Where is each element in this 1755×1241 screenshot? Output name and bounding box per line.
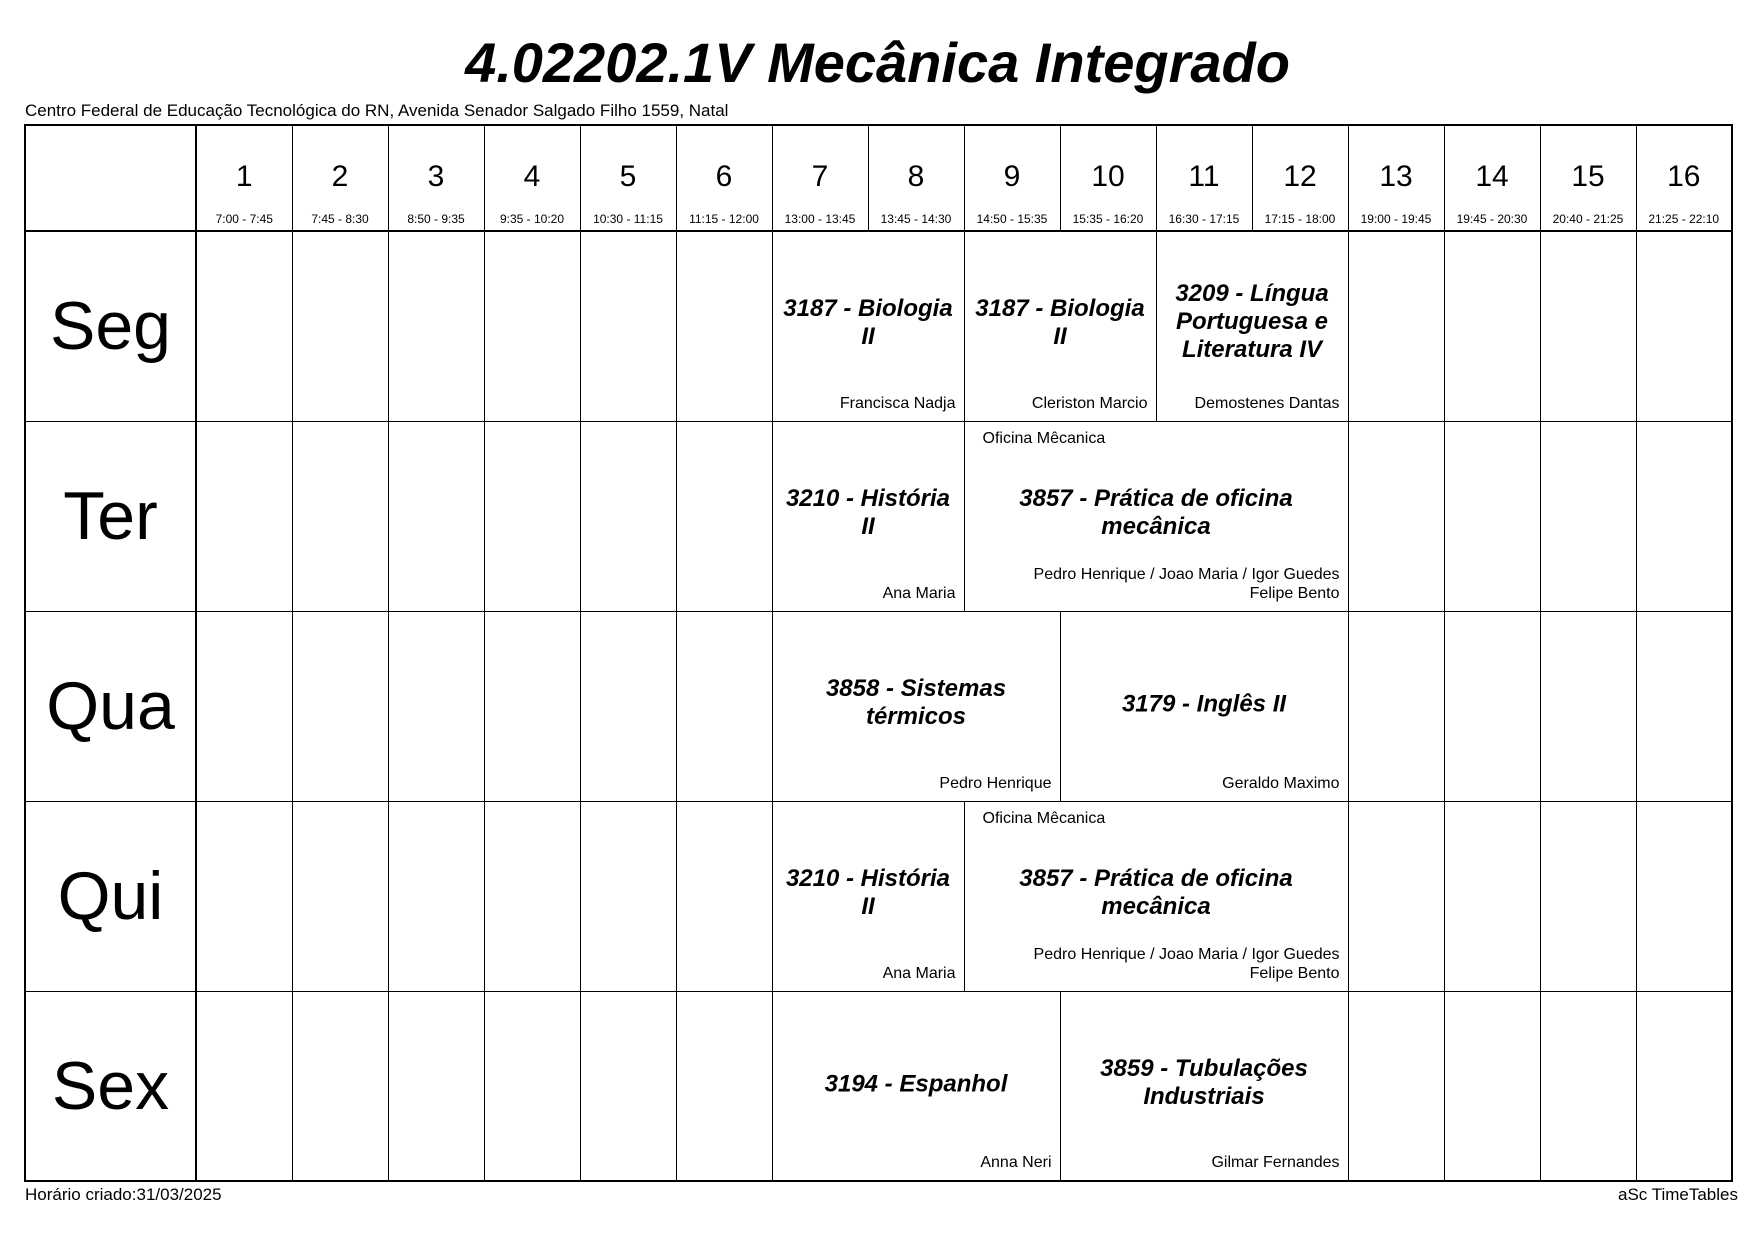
period-header <box>1348 125 1444 231</box>
empty-cell <box>1540 991 1636 1181</box>
empty-cell <box>1348 231 1444 421</box>
day-name: Sex <box>51 1047 170 1124</box>
period-header <box>772 125 868 231</box>
empty-cell <box>1444 801 1540 991</box>
lesson-teacher: Ana Maria <box>882 584 956 602</box>
empty-cell <box>484 231 580 421</box>
empty-cell <box>196 421 292 611</box>
period-header <box>676 125 772 231</box>
period-number: 6 <box>715 160 733 193</box>
period-time: 11:15 - 12:00 <box>689 212 759 226</box>
lesson-cell[interactable] <box>772 421 964 611</box>
lesson-subject: 3179 - Inglês II <box>1121 690 1287 718</box>
period-time: 17:15 - 18:00 <box>1264 212 1336 226</box>
lesson-subject: 3210 - História II <box>785 865 951 921</box>
period-header <box>484 125 580 231</box>
empty-cell <box>388 421 484 611</box>
day-name: Qui <box>57 858 164 934</box>
period-header <box>580 125 676 231</box>
lesson-subject: 3859 - Tubulações Industriais <box>1100 1054 1308 1110</box>
period-time: 19:00 - 19:45 <box>1360 212 1432 226</box>
period-header <box>1060 125 1156 231</box>
period-header <box>292 125 388 231</box>
period-time: 13:45 - 14:30 <box>880 212 952 226</box>
lesson-teacher: Gilmar Fernandes <box>1211 1154 1340 1171</box>
empty-cell <box>1636 231 1732 421</box>
period-number: 16 <box>1667 160 1701 193</box>
lesson-teacher: Cleriston Marcio <box>1031 394 1148 412</box>
period-time: 15:35 - 16:20 <box>1072 212 1144 226</box>
empty-cell <box>292 231 388 421</box>
empty-cell <box>1636 801 1732 991</box>
period-time: 8:50 - 9:35 <box>407 212 465 226</box>
empty-cell <box>1348 991 1444 1181</box>
lesson-subject: 3858 - Sistemas térmicos <box>825 675 1007 731</box>
empty-cell <box>484 421 580 611</box>
period-number: 14 <box>1475 160 1509 193</box>
empty-cell <box>1444 611 1540 801</box>
lesson-cell[interactable] <box>1156 231 1348 421</box>
lesson-cell[interactable] <box>772 991 1060 1181</box>
lesson-cell[interactable] <box>772 611 1060 801</box>
lesson-cell[interactable] <box>964 231 1156 421</box>
period-number: 9 <box>1003 160 1021 193</box>
day-row <box>25 421 1732 611</box>
empty-cell <box>580 991 676 1181</box>
empty-cell <box>196 611 292 801</box>
empty-cell <box>1540 611 1636 801</box>
period-number: 8 <box>907 160 925 193</box>
day-header <box>25 991 196 1181</box>
corner-cell <box>25 125 196 231</box>
empty-cell <box>676 421 772 611</box>
empty-cell <box>1636 611 1732 801</box>
lesson-cell[interactable] <box>1060 611 1348 801</box>
empty-cell <box>580 801 676 991</box>
empty-cell <box>484 611 580 801</box>
empty-cell <box>196 801 292 991</box>
period-number: 2 <box>331 160 349 193</box>
period-time: 20:40 - 21:25 <box>1552 212 1624 226</box>
day-name: Ter <box>63 478 158 554</box>
empty-cell <box>1348 611 1444 801</box>
empty-cell <box>388 991 484 1181</box>
day-row <box>25 801 1732 991</box>
day-header <box>25 611 196 801</box>
period-time: 7:45 - 8:30 <box>311 212 369 226</box>
period-time: 14:50 - 15:35 <box>976 212 1048 226</box>
empty-cell <box>1540 231 1636 421</box>
lesson-cell[interactable] <box>964 801 1348 991</box>
lesson-teacher: Ana Maria <box>882 964 956 982</box>
empty-cell <box>1636 991 1732 1181</box>
lesson-subject: 3210 - História II <box>785 485 951 541</box>
period-header <box>1540 125 1636 231</box>
school-address: Centro Federal de Educação Tecnológica do RN, Avenida Senador Salgado Filho 1559, Natal <box>25 101 729 120</box>
period-time: 7:00 - 7:45 <box>215 212 273 226</box>
lesson-subject: 3194 - Espanhol <box>824 1070 1008 1098</box>
day-header <box>25 231 196 421</box>
period-header <box>388 125 484 231</box>
empty-cell <box>676 991 772 1181</box>
lesson-subject: 3857 - Prática de oficina mecânica <box>1019 485 1293 541</box>
day-row <box>25 611 1732 801</box>
created-date: Horário criado:31/03/2025 <box>25 1185 222 1204</box>
period-header <box>1252 125 1348 231</box>
empty-cell <box>1540 421 1636 611</box>
lesson-teacher: Pedro Henrique / Joao Maria / Igor Guedes Felipe Bento <box>1033 945 1340 982</box>
day-header <box>25 421 196 611</box>
lesson-teacher: Demostenes Dantas <box>1194 394 1340 412</box>
lesson-cell[interactable] <box>772 231 964 421</box>
lesson-teacher: Pedro Henrique / Joao Maria / Igor Guedes Felipe Bento <box>1033 565 1340 602</box>
empty-cell <box>1444 231 1540 421</box>
empty-cell <box>676 611 772 801</box>
empty-cell <box>1348 421 1444 611</box>
empty-cell <box>292 801 388 991</box>
period-header <box>868 125 964 231</box>
empty-cell <box>388 801 484 991</box>
empty-cell <box>196 231 292 421</box>
day-name: Seg <box>50 288 171 365</box>
period-time: 9:35 - 10:20 <box>499 212 565 226</box>
empty-cell <box>292 421 388 611</box>
lesson-cell[interactable] <box>964 421 1348 611</box>
lesson-subject: 3187 - Biologia II <box>975 295 1145 351</box>
period-number: 4 <box>523 160 541 193</box>
empty-cell <box>484 991 580 1181</box>
timetable-grid <box>24 124 1733 1182</box>
period-time: 21:25 - 22:10 <box>1648 212 1720 226</box>
empty-cell <box>1636 421 1732 611</box>
day-name: Qua <box>46 668 175 744</box>
empty-cell <box>388 231 484 421</box>
lesson-subject: 3209 - Língua Portuguesa e Literatura IV <box>1175 280 1329 364</box>
lesson-cell[interactable] <box>772 801 964 991</box>
period-number: 1 <box>235 160 253 193</box>
empty-cell <box>580 611 676 801</box>
period-header <box>1156 125 1252 231</box>
period-header <box>964 125 1060 231</box>
empty-cell <box>1540 801 1636 991</box>
lesson-teacher: Pedro Henrique <box>939 774 1052 792</box>
period-header <box>1636 125 1732 231</box>
empty-cell <box>484 801 580 991</box>
period-time: 10:30 - 11:15 <box>593 212 663 226</box>
lesson-room: Oficina Mêcanica <box>982 809 1106 827</box>
period-header-row <box>25 125 1732 231</box>
lesson-cell[interactable] <box>1060 991 1348 1181</box>
period-header <box>1444 125 1540 231</box>
empty-cell <box>676 231 772 421</box>
generator-credit: aSc TimeTables <box>1618 1185 1738 1204</box>
period-number: 5 <box>619 160 637 193</box>
period-number: 3 <box>427 160 445 193</box>
empty-cell <box>292 611 388 801</box>
period-number: 15 <box>1571 160 1605 193</box>
lesson-room: Oficina Mêcanica <box>982 429 1106 447</box>
day-row <box>25 991 1732 1181</box>
period-time: 16:30 - 17:15 <box>1168 212 1240 226</box>
lesson-teacher: Geraldo Maximo <box>1222 774 1340 792</box>
period-number: 11 <box>1188 160 1220 193</box>
empty-cell <box>676 801 772 991</box>
period-number: 12 <box>1283 160 1317 193</box>
empty-cell <box>1348 801 1444 991</box>
lesson-subject: 3187 - Biologia II <box>783 295 953 351</box>
empty-cell <box>388 611 484 801</box>
period-time: 13:00 - 13:45 <box>784 212 856 226</box>
lesson-teacher: Francisca Nadja <box>839 394 956 412</box>
lesson-subject: 3857 - Prática de oficina mecânica <box>1019 865 1293 921</box>
period-header <box>196 125 292 231</box>
empty-cell <box>292 991 388 1181</box>
period-time: 19:45 - 20:30 <box>1456 212 1528 226</box>
day-row <box>25 231 1732 421</box>
period-number: 10 <box>1091 160 1125 193</box>
empty-cell <box>1444 421 1540 611</box>
period-number: 13 <box>1379 160 1413 193</box>
empty-cell <box>580 231 676 421</box>
period-number: 7 <box>811 160 829 193</box>
day-header <box>25 801 196 991</box>
empty-cell <box>580 421 676 611</box>
lesson-teacher: Anna Neri <box>980 1154 1052 1171</box>
empty-cell <box>196 991 292 1181</box>
empty-cell <box>1444 991 1540 1181</box>
page-title: 4.02202.1V Mecânica Integrado <box>465 31 1290 94</box>
